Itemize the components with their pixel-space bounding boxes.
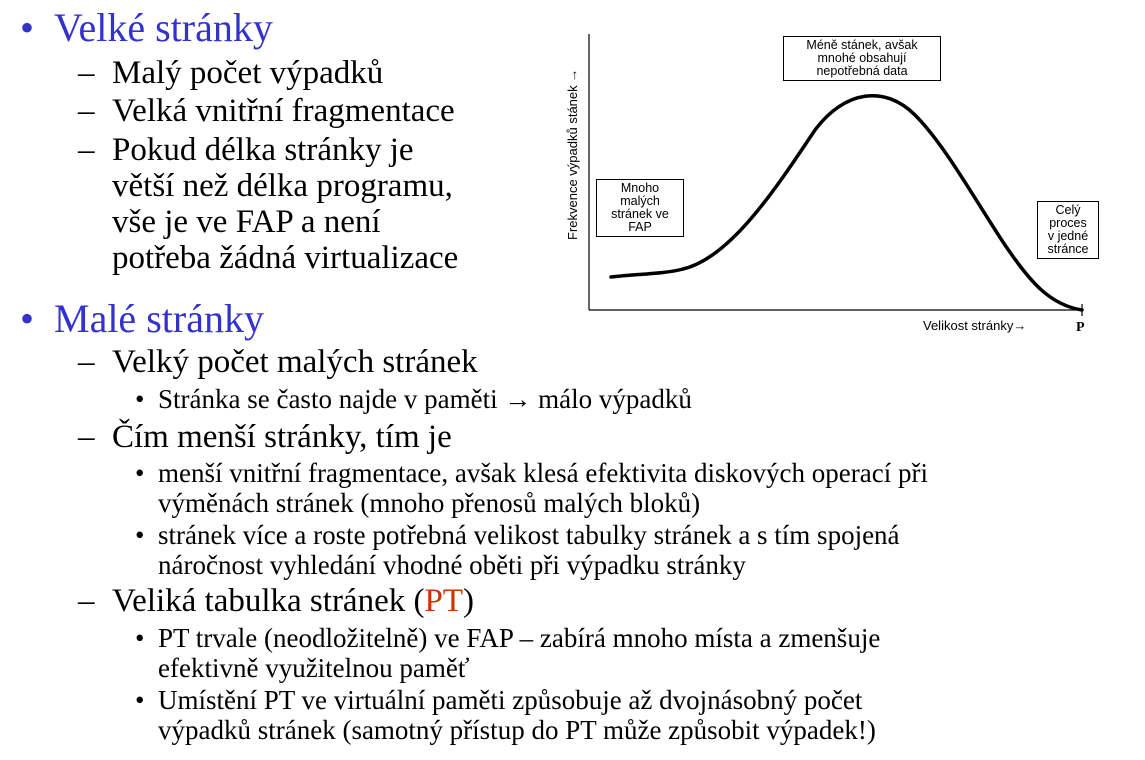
- bullet: •: [135, 623, 145, 653]
- y-axis-label: Frekvence výpadků stánek →: [565, 68, 580, 240]
- sub-item-text: Stránka se často najde v paměti → málo výpadků: [158, 384, 692, 414]
- item-text: Malý počet výpadků: [112, 55, 384, 91]
- heading-text: Malé stránky: [54, 296, 264, 341]
- bullet: •: [20, 5, 35, 50]
- dash: –: [78, 344, 95, 380]
- bullet: •: [135, 458, 145, 488]
- annotation-whole-process: Celý proces v jedné stránce: [1037, 201, 1099, 259]
- heading-text: Velké stránky: [54, 5, 273, 50]
- dash: –: [78, 55, 95, 91]
- annotation-small-pages: Mnoho malých stránek ve FAP: [596, 179, 684, 237]
- item-text: Velký počet malých stránek: [112, 344, 478, 380]
- item-text: Velká vnitřní fragmentace: [112, 93, 455, 129]
- page-fault-chart: [555, 20, 1115, 345]
- item-text: Čím menší stránky, tím je: [112, 419, 452, 455]
- dash: –: [78, 583, 95, 619]
- dash: –: [78, 419, 95, 455]
- annotation-fewer-pages: Méně stánek, avšak mnohé obsahují nepotřebná data: [783, 36, 941, 81]
- sub-item-text: PT trvale (neodložitelně) ve FAP – zabírá mnoho místa a zmenšuje efektivně využitelnou paměť: [158, 623, 881, 683]
- x-tick-label: P: [1076, 320, 1085, 335]
- sub-item-text: menší vnitřní fragmentace, avšak klesá efektivita diskových operací při výměnách stránek (mnoho přenosů malých bloků): [158, 458, 928, 518]
- item-text-after: ): [462, 583, 474, 619]
- bullet: •: [135, 685, 145, 715]
- bullet: •: [20, 296, 35, 341]
- bullet: •: [135, 384, 145, 414]
- dash: –: [78, 93, 95, 129]
- item-text: Pokud délka stránky je větší než délka programu, vše je ve FAP a není potřeba žádná virtualizace: [112, 132, 459, 276]
- dash: –: [78, 132, 95, 168]
- item-text-before: Veliká tabulka stránek (: [112, 583, 425, 619]
- item-text: [112, 583, 474, 619]
- x-axis-label: Velikost stránky→: [923, 318, 1027, 333]
- pt-highlight: PT: [424, 583, 463, 619]
- sub-item-text: Umístění PT ve virtuální paměti způsobuje až dvojnásobný počet výpadků stránek (samotný přístup do PT může způsobit výpadek!): [158, 685, 876, 745]
- sub-item-text: stránek více a roste potřebná velikost tabulky stránek a s tím spojená náročnost vyhledání vhodné oběti při výpadku stránky: [158, 520, 900, 580]
- bullet: •: [135, 520, 145, 550]
